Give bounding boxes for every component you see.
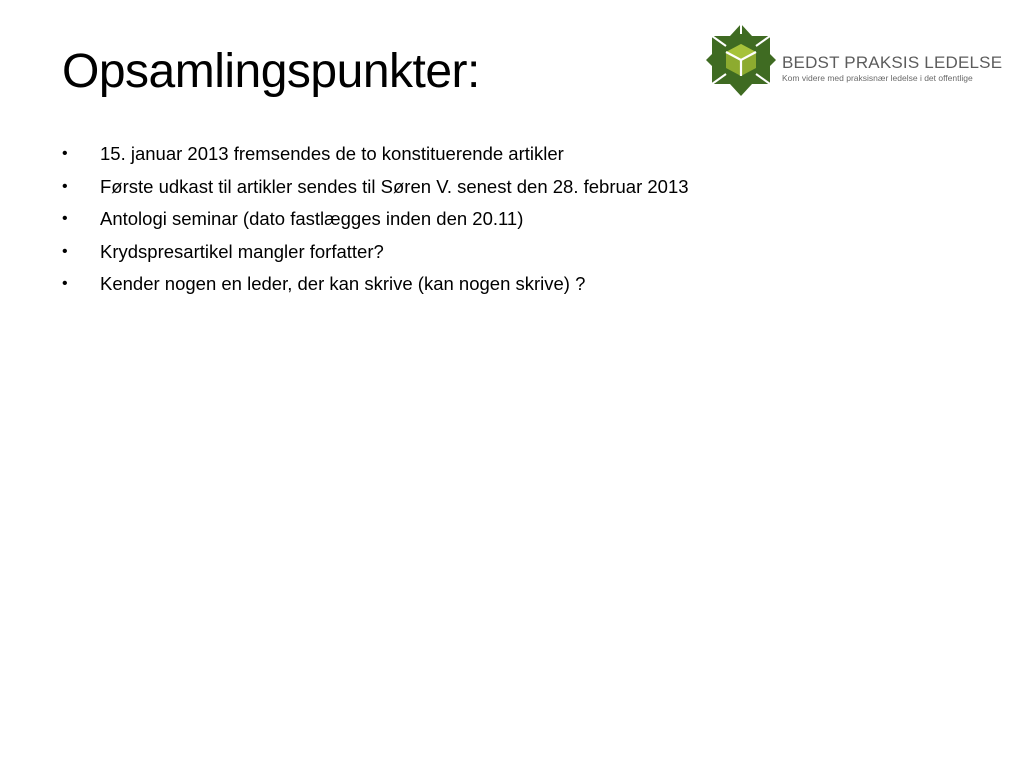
slide-title: Opsamlingspunkter: [62, 45, 480, 98]
logo-name: BEDST PRAKSIS LEDELSE [782, 53, 1003, 72]
bullet-list [62, 140, 962, 303]
star-cube-logo-icon [706, 22, 776, 98]
bullet-icon: • [62, 145, 68, 162]
bullet-item [62, 205, 962, 238]
logo-tagline: Kom videre med praksisnær ledelse i det offentlige [782, 73, 973, 83]
bullet-item [62, 140, 962, 173]
bullet-text: Antologi seminar (dato fastlægges inden den 20.11) [100, 208, 524, 229]
logo [706, 22, 1003, 100]
bullet-icon: • [62, 210, 68, 227]
bullet-text: 15. januar 2013 fremsendes de to konstituerende artikler [100, 143, 564, 164]
bullet-item [62, 173, 962, 206]
bullet-text: Kender nogen en leder, der kan skrive (kan nogen skrive) ? [100, 273, 586, 294]
bullet-text: Krydspresartikel mangler forfatter? [100, 240, 384, 262]
bullet-icon: • [62, 275, 68, 292]
bullet-text: Første udkast til artikler sendes til Søren V. senest den 28. februar 2013 [100, 175, 689, 197]
bullet-icon: • [62, 242, 68, 260]
bullet-icon: • [62, 177, 68, 195]
bullet-item [62, 270, 962, 303]
bullet-item [62, 238, 962, 271]
